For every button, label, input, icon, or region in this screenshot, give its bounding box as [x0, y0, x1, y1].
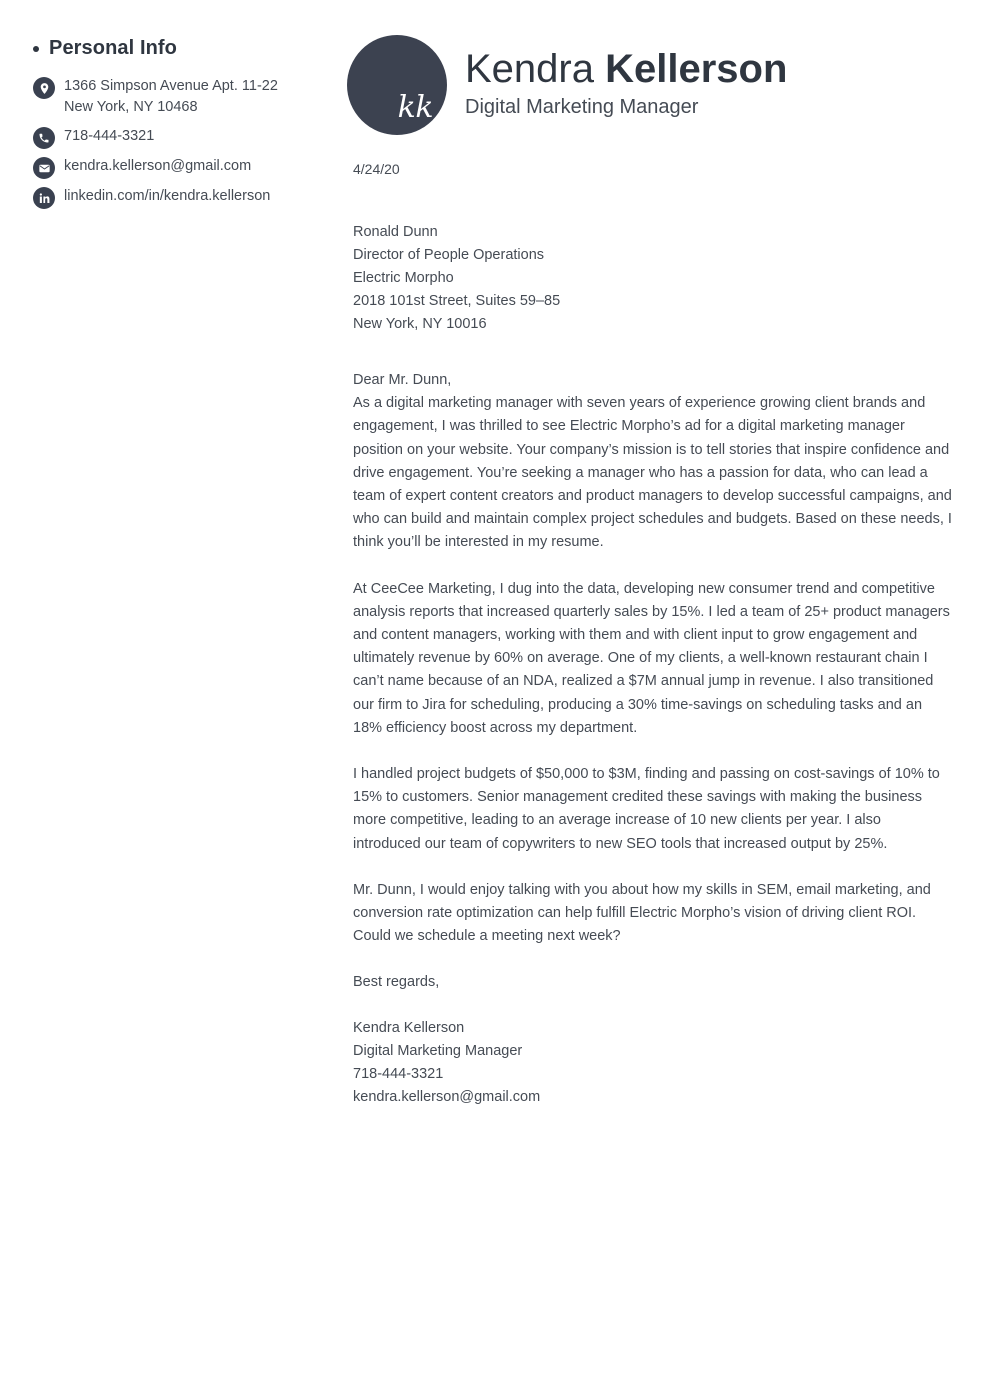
- address-line-2: New York, NY 10468: [64, 99, 198, 115]
- contact-text-email[interactable]: kendra.kellerson@gmail.com: [64, 158, 252, 174]
- sidebar-section-heading: [33, 36, 329, 60]
- paragraph-4: Mr. Dunn, I would enjoy talking with you about how my skills in SEM, email marketing, and conversion rate optimization can help fulfill Electric Morpho’s vision of driving client ROI. Could we schedule a meeting next week?: [353, 881, 931, 945]
- signature-name: Kendra Kellerson: [353, 1020, 465, 1037]
- envelope-icon: [33, 157, 55, 179]
- closing-line: Best regards,: [353, 974, 440, 991]
- contact-text-address: [64, 76, 278, 118]
- letter-body: [347, 0, 990, 1400]
- contact-item-phone: [33, 126, 329, 148]
- page-title: [465, 47, 787, 92]
- sidebar-heading-label: Personal Info: [49, 37, 177, 59]
- monogram-initials: kk: [397, 90, 433, 125]
- paragraph-2: At CeeCee Marketing, I dug into the data, developing new consumer trend and competitive analysis reports that increased quarterly sales by 15%. I led a team of 25+ product managers and content managers, working with them and with client input to grow engagement and ultimately revenue by 60% on average. One of my clients, a well-known restaurant chain I can’t name because of an NDA, realized a $7M annual jump in revenue. I also transitioned our firm to Jira for scheduling, producing a 30% time-savings on scheduling tasks and an 18% efficiency boost across my department.: [353, 580, 950, 736]
- recipient-title: Director of People Operations: [353, 247, 545, 263]
- contact-item-email: [33, 156, 329, 178]
- recipient-company: Electric Morpho: [353, 270, 454, 286]
- signature-title: Digital Marketing Manager: [353, 1043, 523, 1060]
- address-line-1: 1366 Simpson Avenue Apt. 11-22: [64, 78, 278, 94]
- monogram-avatar: [347, 35, 447, 135]
- salutation: Dear Mr. Dunn,: [353, 372, 452, 388]
- name-block: [465, 47, 787, 123]
- recipient-street: 2018 101st Street, Suites 59–85: [353, 293, 561, 309]
- recipient-city-state-zip: New York, NY 10016: [353, 316, 487, 332]
- letter-header: [347, 35, 952, 135]
- letter-paragraphs: [353, 369, 952, 948]
- signature-email: kendra.kellerson@gmail.com: [353, 1089, 541, 1106]
- sidebar-personal-info: [0, 0, 347, 1400]
- linkedin-icon: [33, 187, 55, 209]
- contact-item-address: [33, 76, 329, 118]
- letter-date: 4/24/20: [353, 161, 400, 177]
- paragraph-3: I handled project budgets of $50,000 to $3M, finding and passing on cost-savings of 10% to 15% to customers. Senior management credited these savings with making the business more competitive, leading to an average increase of 10 new clients per year. I also introduced our team of copywriters to new SEO tools that increased output by 25%.: [353, 766, 940, 852]
- signature-block: [353, 1017, 952, 1109]
- map-pin-icon: [33, 77, 55, 99]
- contact-text-linkedin[interactable]: linkedin.com/in/kendra.kellerson: [64, 188, 271, 204]
- first-name: Kendra: [465, 47, 594, 92]
- contact-list: [33, 76, 329, 208]
- bullet-icon: [33, 46, 39, 52]
- phone-icon: [33, 127, 55, 149]
- paragraph-1: As a digital marketing manager with seven years of experience growing client brands and engagement, I was thrilled to see Electric Morpho’s ad for a digital marketing manager position on your website. Your company’s mission is to tell stories that inspire confidence and drive engagement. You’re seeking a manager who has a passion for data, who can lead a team of expert content creators and product managers to develop successful campaigns, and who can build and maintain complex project schedules and budgets. Based on these needs, I think you’ll be interested in my resume.: [353, 395, 952, 551]
- job-title: Digital Marketing Manager: [465, 95, 699, 118]
- last-name: Kellerson: [605, 47, 788, 92]
- signature-phone: 718-444-3321: [353, 1066, 444, 1083]
- recipient-address-block: [353, 221, 952, 336]
- contact-item-linkedin: [33, 186, 329, 208]
- contact-text-phone[interactable]: 718-444-3321: [64, 128, 155, 144]
- recipient-name: Ronald Dunn: [353, 224, 438, 240]
